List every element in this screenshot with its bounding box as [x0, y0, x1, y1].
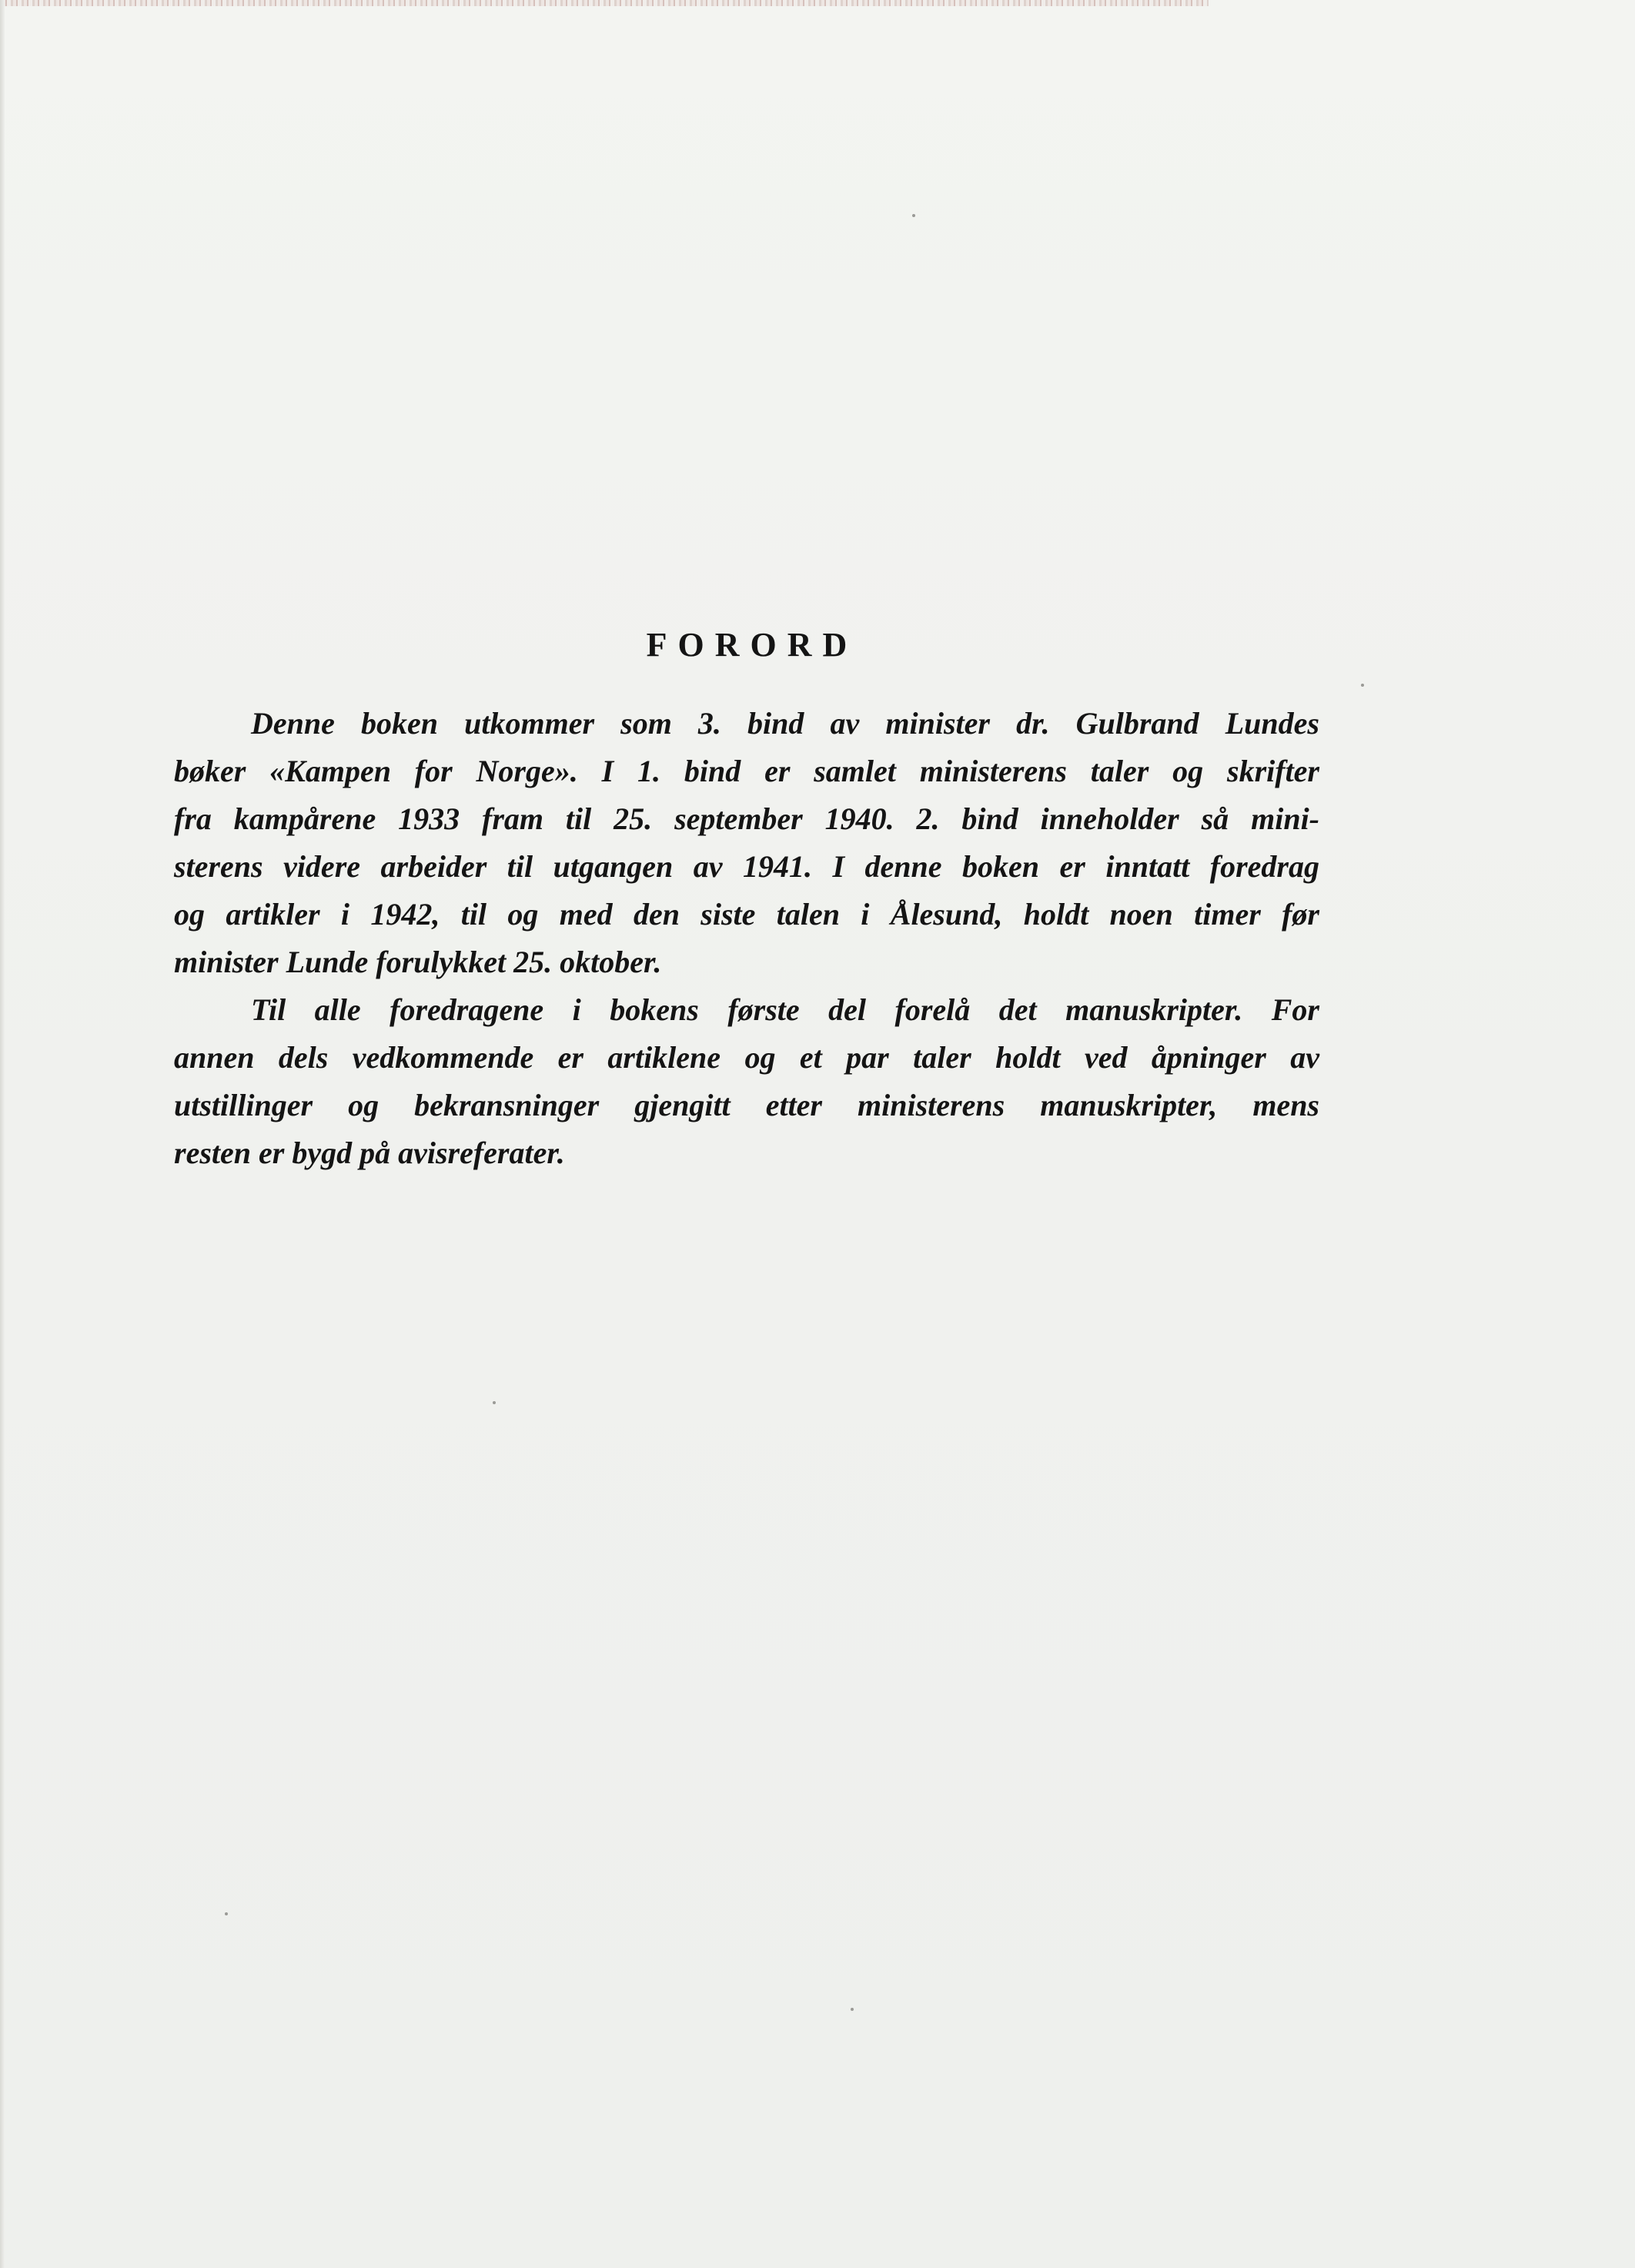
- text-line: og artikler i 1942, til og med den siste talen i Ålesund, holdt noen timer før: [174, 897, 1319, 932]
- text-line: bøker «Kampen for Norge». I 1. bind er samlet ministerens taler og skrifter: [174, 754, 1319, 788]
- foreword-section: [174, 625, 1319, 1177]
- scan-edge-left: [0, 0, 5, 2268]
- paragraph-2: [174, 986, 1319, 1177]
- dust-speck: [225, 1912, 228, 1915]
- dust-speck: [912, 214, 915, 217]
- text-line: minister Lunde forulykket 25. oktober.: [174, 945, 662, 979]
- dust-speck: [851, 2008, 854, 2011]
- text-line: Denne boken utkommer som 3. bind av minister dr. Gulbrand Lundes: [251, 706, 1319, 741]
- text-line: Til alle foredragene i bokens første del forelå det manuskripter. For: [251, 992, 1319, 1027]
- text-line: annen dels vedkommende er artiklene og et par taler holdt ved åpninger av: [174, 1040, 1319, 1075]
- text-line: fra kampårene 1933 fram til 25. september 1940. 2. bind inneholder så mini-: [174, 801, 1319, 836]
- page-title: FORORD: [646, 626, 858, 664]
- dust-speck: [493, 1401, 496, 1404]
- dust-speck: [1361, 684, 1364, 687]
- paragraph-1: [174, 700, 1319, 986]
- text-line: sterens videre arbeider til utgangen av 1941. I denne boken er inntatt foredrag: [174, 849, 1319, 884]
- text-line: resten er bygd på avisreferater.: [174, 1136, 565, 1170]
- scan-edge-top: [0, 0, 1209, 6]
- text-line: utstillinger og bekransninger gjengitt etter ministerens manuskripter, mens: [174, 1088, 1319, 1122]
